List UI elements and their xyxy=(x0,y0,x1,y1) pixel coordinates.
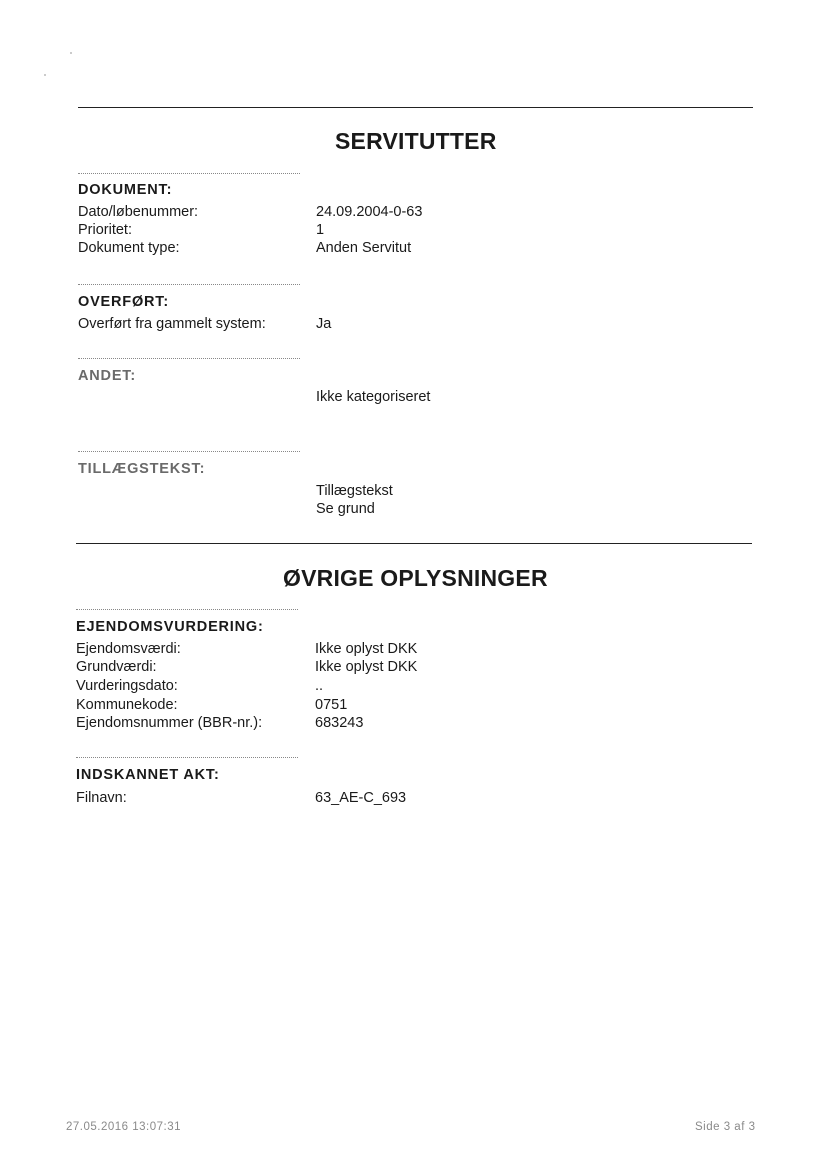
tillaegstekst-heading: TILLÆGSTEKST: xyxy=(78,461,206,477)
top-divider xyxy=(78,107,753,108)
dato-label: Dato/løbenummer: xyxy=(78,204,199,220)
indskannet-heading: INDSKANNET AKT: xyxy=(76,767,220,783)
andet-value: Ikke kategoriseret xyxy=(316,389,431,405)
dokument-heading: DOKUMENT: xyxy=(78,182,173,198)
oevrige-title: ØVRIGE OPLYSNINGER xyxy=(283,565,548,591)
scan-speck xyxy=(44,74,46,76)
andet-divider xyxy=(78,358,300,359)
prioritet-label: Prioritet: xyxy=(78,222,132,238)
ejendomsvaerdi-label: Ejendomsværdi: xyxy=(76,641,181,657)
vurderingsdato-label: Vurderingsdato: xyxy=(76,678,178,694)
overfoert-value: Ja xyxy=(316,316,332,332)
footer-timestamp: 27.05.2016 13:07:31 xyxy=(66,1121,182,1133)
indskannet-divider xyxy=(76,757,298,758)
overfoert-heading: OVERFØRT: xyxy=(78,294,169,310)
footer-page-number: Side 3 af 3 xyxy=(695,1121,756,1133)
ejendomsnummer-label: Ejendomsnummer (BBR-nr.): xyxy=(76,715,263,731)
filnavn-label: Filnavn: xyxy=(76,790,127,806)
ejendomsvaerdi-value: Ikke oplyst DKK xyxy=(315,641,418,657)
overfoert-label: Overført fra gammelt system: xyxy=(78,316,266,332)
dokument-divider xyxy=(78,173,300,174)
grundvaerdi-label: Grundværdi: xyxy=(76,659,157,675)
kommunekode-label: Kommunekode: xyxy=(76,697,178,713)
dato-value: 24.09.2004-0-63 xyxy=(316,204,423,220)
dokument-type-value: Anden Servitut xyxy=(316,240,412,256)
middle-divider xyxy=(76,543,752,544)
scan-speck xyxy=(70,52,72,54)
vurderingsdato-value: .. xyxy=(315,678,324,694)
kommunekode-value: 0751 xyxy=(315,697,348,713)
ejendomsvurdering-heading: EJENDOMSVURDERING: xyxy=(76,619,264,635)
overfoert-divider xyxy=(78,284,300,285)
tillaegstekst-line-2: Se grund xyxy=(316,501,375,517)
tillaegstekst-divider xyxy=(78,451,300,452)
tillaegstekst-line-1: Tillægstekst xyxy=(316,483,393,499)
grundvaerdi-value: Ikke oplyst DKK xyxy=(315,659,418,675)
filnavn-value: 63_AE-C_693 xyxy=(315,790,407,806)
ejendomsnummer-value: 683243 xyxy=(315,715,364,731)
servitutter-title: SERVITUTTER xyxy=(335,128,497,154)
ejendomsvurdering-divider xyxy=(76,609,298,610)
dokument-type-label: Dokument type: xyxy=(78,240,180,256)
andet-heading: ANDET: xyxy=(78,368,136,384)
prioritet-value: 1 xyxy=(316,222,325,238)
